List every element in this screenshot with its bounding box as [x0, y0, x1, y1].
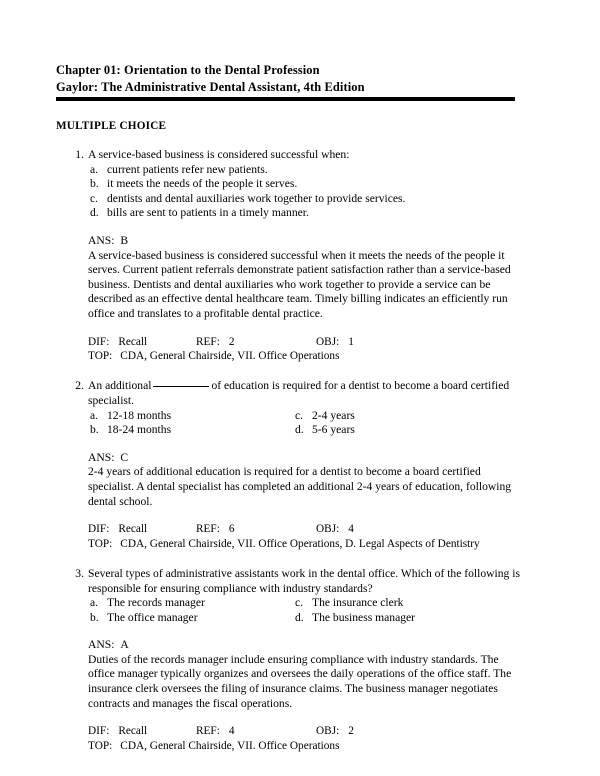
question-number: 1.: [75, 148, 84, 161]
option-letter: d.: [295, 423, 304, 437]
metadata-obj-value: 2: [348, 725, 354, 738]
question-text: A service-based business is considered successful when:: [88, 148, 350, 161]
option-letter: a.: [90, 408, 99, 422]
section-heading: MULTIPLE CHOICE: [56, 120, 167, 132]
option-row: [90, 409, 544, 424]
option-item[interactable]: [90, 409, 295, 424]
option-text: The records manager: [107, 596, 205, 610]
metadata-top-value: CDA, General Chairside, VII. Office Operations, D. Legal Aspects of Dentistry: [120, 537, 480, 550]
metadata-ref-value: 2: [228, 335, 235, 348]
option-item[interactable]: [295, 611, 544, 626]
metadata-obj-label: OBJ:: [316, 523, 340, 536]
metadata-dif: [88, 724, 196, 738]
option-text: current patients refer new patients.: [107, 162, 268, 176]
fill-in-blank: [153, 386, 209, 387]
question-text: Several types of administrative assistants work in the dental office. Which of the following is responsible for ensuring compliance with industry standards?: [88, 566, 520, 595]
document-header: [56, 62, 544, 95]
option-text: it meets the needs of the people it serves.: [107, 177, 298, 191]
question-number: 3.: [75, 566, 84, 580]
option-text: dentists and dental auxiliaries work together to provide services.: [107, 191, 406, 205]
option-letter: a.: [90, 596, 99, 610]
header-divider-rule: [56, 97, 515, 101]
answer-rationale: 2-4 years of additional education is required for a dentist to become a board certified specialist. A dental specialist has completed an additional 2-4 years of education, following dental school.: [88, 465, 512, 508]
header-book-title: Gaylor: The Administrative Dental Assistant, 4th Edition: [56, 79, 365, 94]
metadata-ref: [196, 522, 316, 536]
question-block: [56, 148, 544, 363]
option-text: The insurance clerk: [312, 596, 404, 610]
option-row: [90, 596, 544, 611]
question-stem: [56, 379, 544, 408]
option-letter: c.: [295, 596, 304, 610]
option-text: The business manager: [312, 610, 416, 624]
option-text: 5-6 years: [312, 423, 355, 437]
answer-area: [56, 638, 544, 711]
metadata-obj-value: 4: [348, 523, 354, 536]
answer-label: ANS:: [88, 638, 115, 652]
answer-label: ANS:: [88, 450, 115, 464]
metadata-obj-value: 1: [348, 335, 354, 348]
metadata-row-difficulty: [88, 335, 544, 349]
metadata-row-topic: [88, 349, 544, 363]
metadata-row-topic: [88, 739, 544, 753]
metadata-obj-label: OBJ:: [316, 725, 340, 738]
metadata-ref-label: REF:: [196, 725, 220, 738]
question-text-before-blank: An additional: [88, 379, 152, 393]
option-text: 18-24 months: [107, 423, 172, 437]
metadata-dif: [88, 522, 196, 536]
metadata-dif-value: Recall: [118, 725, 148, 738]
option-letter: d.: [295, 610, 304, 624]
question-metadata: [56, 724, 544, 753]
metadata-dif: [88, 335, 196, 349]
metadata-ref: [196, 724, 316, 738]
option-item[interactable]: [295, 596, 544, 611]
answer-value: C: [120, 450, 129, 464]
option-row: [90, 423, 544, 438]
answer-options: [56, 163, 544, 221]
answer-line: [88, 234, 544, 249]
answer-line: [88, 451, 544, 466]
option-text: bills are sent to patients in a timely manner.: [107, 206, 309, 220]
answer-rationale: Duties of the records manager include ensuring compliance with industry standards. The office manager typically organizes and oversees the daily operations of the office staff. The insurance clerk oversees the filing of insurance claims. The business manager negotiates contracts and manages the fiscal operations.: [88, 652, 512, 710]
metadata-top-label: TOP:: [88, 537, 113, 550]
option-text: The office manager: [107, 610, 198, 624]
option-item[interactable]: [90, 177, 544, 192]
option-letter: b.: [90, 423, 99, 437]
metadata-obj: [316, 724, 354, 738]
answer-line: [88, 638, 544, 653]
option-item[interactable]: [90, 423, 295, 438]
option-item[interactable]: [90, 596, 295, 611]
metadata-dif-label: DIF:: [88, 523, 110, 536]
option-item[interactable]: [90, 611, 295, 626]
option-item[interactable]: [90, 206, 544, 221]
option-row: [90, 611, 544, 626]
option-letter: a.: [90, 162, 99, 176]
option-letter: d.: [90, 206, 99, 220]
metadata-ref-label: REF:: [196, 523, 220, 536]
option-letter: b.: [90, 610, 99, 624]
option-letter: b.: [90, 177, 99, 191]
metadata-row-difficulty: [88, 522, 544, 536]
answer-rationale: A service-based business is considered successful when it meets the needs of the people it serves. Current patient referrals demonstrate patient satisfaction rather than a service-based business. Dentists and dental auxiliaries who work together to provide a service can be described as an effective dental healthcare team. Timely billing indicates an efficiently run office and translates to a profitable dental practice.: [88, 248, 511, 320]
header-chapter-title: Chapter 01: Orientation to the Dental Profession: [56, 63, 320, 77]
metadata-row-topic: [88, 537, 544, 551]
answer-label: ANS:: [88, 233, 115, 247]
option-item[interactable]: [90, 192, 544, 207]
answer-options: [56, 596, 544, 625]
answer-value: A: [120, 638, 129, 652]
metadata-obj: [316, 522, 354, 536]
option-text: 2-4 years: [312, 408, 355, 422]
metadata-ref: [196, 335, 316, 349]
question-block: [56, 379, 544, 551]
option-text: 12-18 months: [107, 408, 172, 422]
option-item[interactable]: [295, 423, 544, 438]
metadata-dif-label: DIF:: [88, 725, 110, 738]
metadata-ref-value: 6: [228, 523, 235, 536]
metadata-ref-label: REF:: [196, 335, 220, 348]
question-block: [56, 567, 544, 753]
metadata-obj: [316, 335, 354, 349]
metadata-obj-label: OBJ:: [316, 335, 340, 348]
option-item[interactable]: [90, 163, 544, 178]
metadata-top-label: TOP:: [88, 739, 113, 752]
question-metadata: [56, 522, 544, 551]
question-stem: [56, 567, 544, 596]
question-metadata: [56, 335, 544, 364]
option-letter: c.: [295, 408, 304, 422]
question-stem: [56, 148, 544, 163]
answer-options: [56, 409, 544, 438]
metadata-dif-value: Recall: [118, 335, 148, 348]
option-item[interactable]: [295, 409, 544, 424]
metadata-top-label: TOP:: [88, 349, 113, 362]
answer-value: B: [120, 233, 129, 247]
metadata-ref-value: 4: [228, 725, 235, 738]
question-number: 2.: [75, 379, 84, 393]
metadata-top-value: CDA, General Chairside, VII. Office Operations: [120, 739, 340, 752]
metadata-dif-label: DIF:: [88, 335, 110, 348]
question-text-after-blank: of education is required for a dentist to become a board certified specialist.: [88, 379, 510, 407]
metadata-dif-value: Recall: [118, 523, 148, 536]
answer-area: [56, 451, 544, 509]
option-letter: c.: [90, 191, 99, 205]
metadata-top-value: CDA, General Chairside, VII. Office Operations: [120, 349, 340, 362]
metadata-row-difficulty: [88, 724, 544, 738]
answer-area: [56, 234, 544, 322]
